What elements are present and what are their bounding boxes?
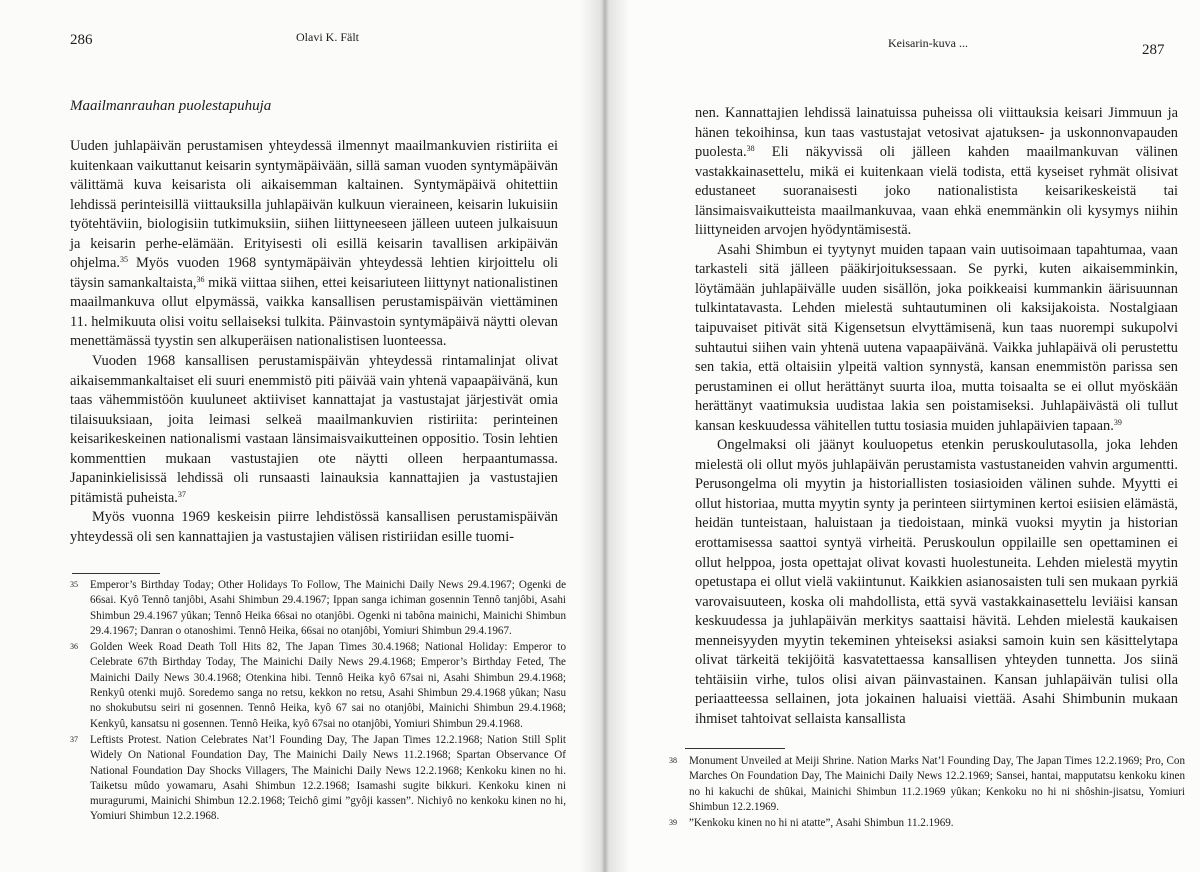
- footnote-number: 35: [70, 580, 78, 589]
- footnote-rule-left: [72, 573, 160, 574]
- paragraph: [695, 104, 1178, 241]
- running-head-left: Olavi K. Fält: [296, 30, 359, 44]
- footnote: [66, 578, 566, 639]
- paragraph-text: Ongelmaksi oli jäänyt kouluopetus etenkin peruskoulutasolla, joka lehden mielestä oli ollut myös juhlapäivän perustamista vastustaneiden vahvin argumentti. Perusongelma oli myytin ja historiallisten tosiasioiden välinen suhde. Myytti ei ollut historiaa, mutta myytin synty ja perinteen siirtyminen kertoi esiisien elämästä, heidän tunteistaan, haluistaan ja tiedoistaan, minkä vuoksi myytin ja historian erottamisessa saattoi syntyä virheitä. Peruskoulun oppilaille sen opettaminen ei ollut helppoa, josta opettajat olivat kovasti huolestuneita. Lehden mielestä myytin opetustapa ei ollut vielä vakiintunut. Kaikkien asianosaisten tuli sen mukaan pyrkiä varovaisuuteen, koska oli mahdollista, että syvä vastakkainasettelu leviäisi kansan keskuudessa ja juhlapäivän merkitys saattaisi hävitä. Lehden mielestä kaukaisen menneisyyden myytin tekeminen yhteiseksi asiaksi samoin kuin sen käsittelytapa olivat tärkeitä tekijöitä kasvatettaessa kansallisen yhteyden tunnetta. Jos siinä tehtäisiin virhe, tulos olisi aivan päinvastainen. Kansan juhlapäivän tulisi olla periaatteessa sellainen, jota jokainen haluaisi viettää. Asahi Shimbunin mukaan ihmiset tahtoivat sellaista kansallista: [695, 437, 1178, 727]
- footnote-ref: 37: [177, 489, 186, 499]
- paragraph-text: Myös vuoden 1968 syntymäpäivän yhteydessä lehtien kirjoittelu oli täysin samankaltaista,: [70, 255, 558, 291]
- footnote-ref: 35: [119, 255, 128, 265]
- right-text-column: [695, 104, 1178, 730]
- footnote-text: Monument Unveiled at Meiji Shrine. Nation Marks Nat’l Founding Day, The Japan Times 12.2.1969; Pro, Con Marches On Foundation Day, The Mainichi Daily News 12.2.1969; Sansei, hantai, mapputatsu kenkoku kinen no hi kakuchi de shûkai, Mainichi Shimbun 11.2.1969 yûkan; Kenkoku no hi ni shôshin-jisatsu, Yomiuri Shimbun 12.2.1969.: [689, 755, 1185, 813]
- footnote: [66, 640, 566, 732]
- left-body-text: [70, 137, 558, 547]
- running-head-right: Keisarin-kuva ...: [888, 36, 968, 50]
- footnote-number: 37: [70, 734, 78, 744]
- page-number-left: 286: [70, 32, 93, 48]
- paragraph-text: mikä viittaa siihen, ettei keisariuteen liittynyt nationalistinen maailmankuva ollut elpymässä, vaikka kansallisen perustamispäivän viettäminen 11. helmikuuta olisi voitu sellaiseksi tulkita. Päinvastoin syntymäpäivä näytti olevan menettämässä tyystin sen alkuperäisen nationalistisen luonteessa.: [70, 274, 558, 350]
- right-page: [605, 0, 1200, 872]
- right-body-text: [695, 104, 1178, 730]
- footnote-text: Emperor’s Birthday Today; Other Holidays To Follow, The Mainichi Daily News 29.4.1967; Ogenki de 66sai. Kyô Tennô tanjôbi, Asahi Shimbun 29.4.1967; Ippan sanga ichiman gosennin Tennô tanjôbi, Asahi Shimbun 29.4.1967 yûkan; Tennô Heika 66sai no otanjôbi. Ogenki ni tabôna mainichi, Mainichi Shimbun 29.4.1967; Danran o otanoshimi. Tennô Heika, 66sai no otanjôbi, Yomiuri Shimbun 29.4.1967.: [90, 579, 566, 637]
- paragraph: [695, 241, 1178, 436]
- footnote-text: ”Kenkoku kinen no hi ni atatte”, Asahi Shimbun 11.2.1969.: [689, 817, 954, 830]
- footnote-ref: 38: [746, 144, 755, 154]
- footnote-text: Golden Week Road Death Toll Hits 82, The Japan Times 30.4.1968; National Holiday: Emperor to Celebrate 67th Birthday Today, The Mainichi Daily News 29.4.1968; Emperor’s Birthday Feted, The Mainichi Daily News 30.4.1968; Otenkina hibi. Tennô Heika kyô 67sai ni, Asahi Shimbun 29.4.1968; Renkyû otenki mujô. Soredemo sanga no retsu, kekkon no retsu, Asahi Shimbun 29.4.1968 yûkan; Nasu no shokubutsu seiri ni gosennen. Tennô Heika, kyô 67 sai no otanjôbi, Mainichi Shimbun 29.4.1968; Kenkyû, kansatsu ni gosennen. Tennô Heika, kyô 67sai no otanjôbi, Yomiuri Shimbun 29.4.1968.: [90, 641, 566, 730]
- paragraph-text: Asahi Shimbun ei tyytynyt muiden tapaan vain uutisoimaan tapahtumaa, vaan tarkasteli sitä jälleen pääkirjoituksessaan. Se pyrki, kuten aikaisemminkin, löytämään juhlapäivälle uuden sisällön, joka poikkeaisi kummankin äärisuunnan tulkintatavasta. Lehden mielestä suhtautuminen oli kaksijakoista. Nostalgiaan taipuvaiset pitivät sitä Kigensetsun elvyttämisenä, kun taas nuorempi sukupolvi suhtautui siihen vain yhtenä uutena vapaapäivänä. Vaikka juhlapäivä oli perustettu sen takia, että oltaisiin ylpeitä valtion synnystä, kansan enemmistön parissa sen perustaminen ei ollut herättänyt suurta iloa, mutta toisaalta se ei ollut myöskään herättänyt vaatimuksia uudistaa lakia sen poistamiseksi. Juhlapäivästä oli tullut kansan keskuudessa vähitellen tuttu tosiasia muiden juhlapäivien tapaan.: [695, 241, 1178, 434]
- footnote-number: 39: [669, 818, 677, 828]
- paragraph: [695, 436, 1178, 729]
- left-footnotes: [66, 578, 566, 826]
- paragraph-text: Uuden juhlapäivän perustamisen yhteydessä ilmennyt maailmankuvien ristiriita ei kuitenkaan vaikuttanut keisarin syntymäpäivään, sillä saman vuoden syntymäpäivän välittämä kuva keisarista oli aikaisemman kaltainen. Syntymäpäivä ohitettiin lehdissä perinteisillä viittauksilla juhlapäivän kulkuun vieraineen, keisarin lukuisiin työtehtäviin, biologisiin tutkimuksiin, siihen liittyneeseen jälleen uuteen julkaisuun ja keisarin perhe-elämään. Erityisesti oli esillä keisarin tavallisen arkipäivän ohjelma.: [70, 138, 558, 272]
- left-text-column: [70, 98, 558, 547]
- paragraph-text: nen. Kannattajien lehdissä lainatuissa puheissa oli viittauksia keisari Jimmuun ja hänen tekoihinsa, kun taas vastustajat vetosivat ajatuksen- ja uskonnonvapauden puolesta.: [695, 105, 1178, 161]
- footnote-text: Leftists Protest. Nation Celebrates Nat’l Founding Day, The Japan Times 12.2.1968; Nation Still Split Widely On National Foundation Day, The Mainichi Daily News 11.2.1968; Spartan Observance Of National Foundation Day Shocks Villagers, The Mainichi Daily News 12.2.1968; Kenkoku kinen no hi. Taiketsu mûdo yowamaru, Asahi Shimbun 12.2.1968; Isamashi sugite bikkuri. Kenkoku kinen ni muragurumi, Mainichi Shimbun 12.2.1968; Teichô gimi ”gyôji kassen”. Nichiyô no kenkoku kinen no hi, Yomiuri Shimbun 12.2.1968.: [90, 733, 566, 823]
- section-heading: Maailmanrauhan puolestapuhuja: [70, 98, 272, 114]
- paragraph-text: Vuoden 1968 kansallisen perustamispäivän yhteydessä rintamalinjat olivat aikaisemmankaltaiset eli suuri enemmistö piti päivää vain yhtenä vapaapäivänä, kun taas vähemmistöön kuuluneet aktiiviset kannattajat ja vastustajat järjestivät omia tilaisuuksiaan, joita leimasi selkeä maailmankuvien ristiriita: perinteinen keisarikeskeinen nationalismi vastaan länsimaisvaikutteinen oppositio. Tosin lehtien kommenttien mukaan vastustajien ote näytti olleen herpaantumassa. Japaninkielisissä lehdissä oli runsaasti lainauksia kannattajien ja vastustajien pitämistä puheista.: [70, 353, 558, 506]
- page-number-right: 287: [1142, 42, 1165, 58]
- paragraph: [70, 508, 558, 547]
- footnote-ref: 36: [196, 274, 205, 284]
- paragraph-text: Myös vuonna 1969 keskeisin piirre lehdistössä kansallisen perustamispäivän yhteydessä oli sen kannattajien ja vastustajien välisen ristiriidan esille tuomi-: [70, 509, 558, 545]
- right-footnotes: [665, 754, 1185, 832]
- footnote: [66, 733, 566, 825]
- footnote-number: 38: [669, 756, 677, 765]
- footnote-ref: 39: [1113, 417, 1122, 427]
- footnote-rule-right: [685, 748, 785, 749]
- footnote: [665, 816, 1185, 831]
- paragraph: [70, 352, 558, 508]
- footnote: [665, 754, 1185, 815]
- footnote-number: 36: [70, 642, 78, 652]
- paragraph-text: Eli näkyvissä oli jälleen kahden maailmankuvan välinen vastakkainasettelu, mikä ei kuitenkaan vielä todista, että kyseiset ryhmät olisivat edustaneet suoranaisesti joko nationalistista keisarikeskeistä tai länsimaisvaikutteista maailmankuvaa, vaan ehkä enemmänkin oli kysymys niihin liittyneiden arvojen hyödyntämisestä.: [695, 144, 1178, 239]
- paragraph: [70, 137, 558, 352]
